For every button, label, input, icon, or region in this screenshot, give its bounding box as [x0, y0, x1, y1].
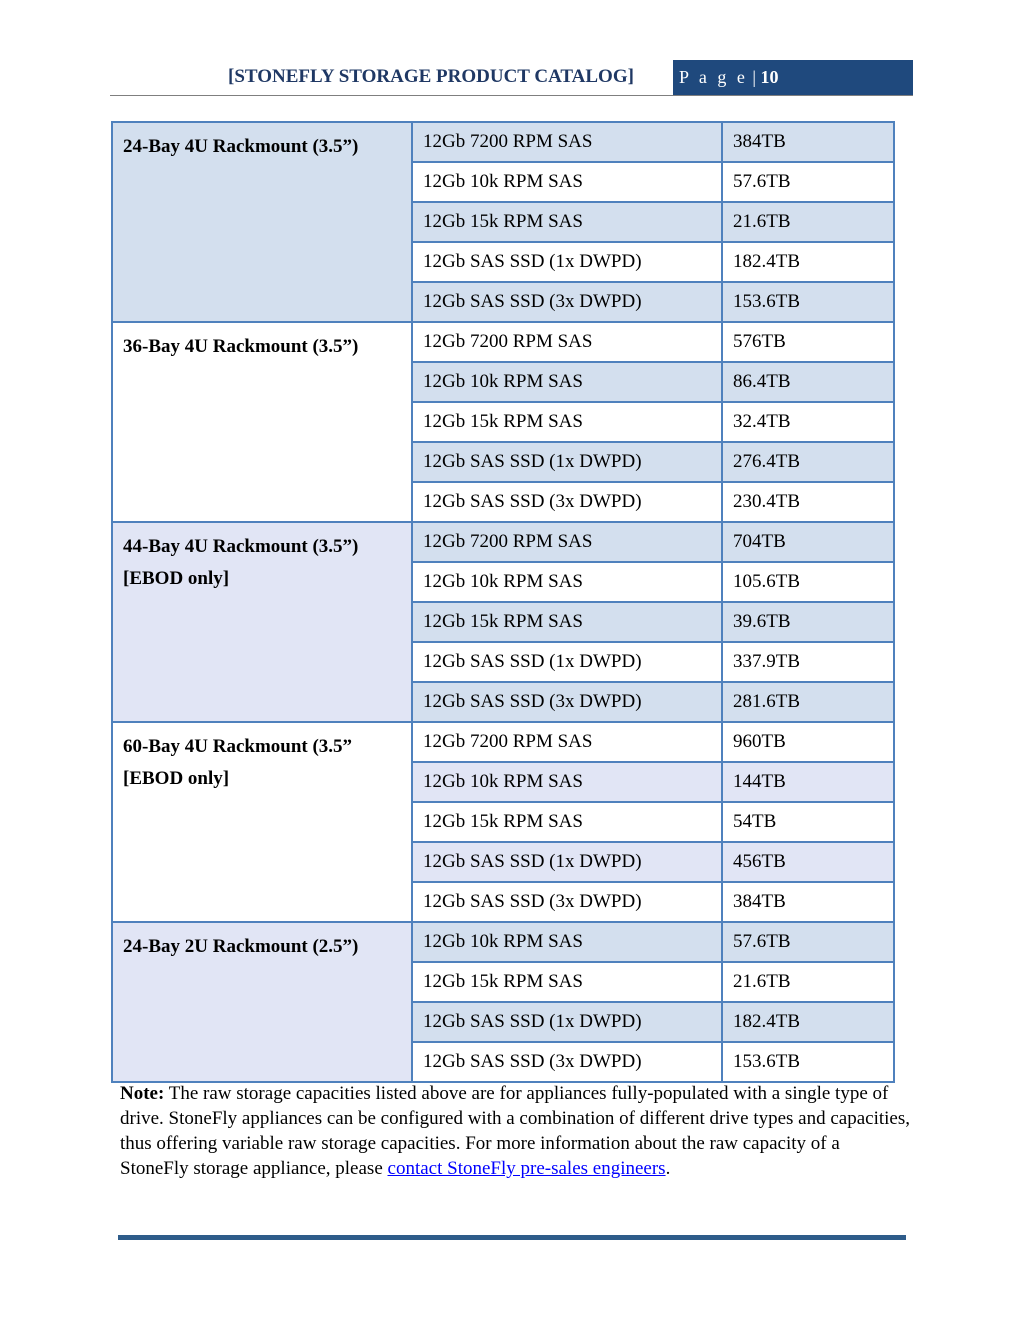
- drive-type-cell: 12Gb SAS SSD (1x DWPD): [412, 242, 722, 282]
- contact-presales-link[interactable]: contact StoneFly pre-sales engineers: [387, 1158, 666, 1179]
- drive-type-cell: 12Gb SAS SSD (3x DWPD): [412, 682, 722, 722]
- page-word: P a g e: [679, 67, 748, 87]
- drive-type-cell: 12Gb SAS SSD (3x DWPD): [412, 1042, 722, 1082]
- capacity-cell: 960TB: [722, 722, 894, 762]
- capacity-cell: 384TB: [722, 882, 894, 922]
- drive-type-cell: 12Gb 7200 RPM SAS: [412, 322, 722, 362]
- drive-type-cell: 12Gb SAS SSD (1x DWPD): [412, 442, 722, 482]
- drive-type-cell: 12Gb SAS SSD (3x DWPD): [412, 882, 722, 922]
- drive-type-cell: 12Gb SAS SSD (3x DWPD): [412, 282, 722, 322]
- page-number-box: [673, 60, 913, 95]
- model-cell: [112, 522, 412, 722]
- table-row: [112, 522, 894, 562]
- drive-type-cell: 12Gb 7200 RPM SAS: [412, 122, 722, 162]
- page-number: 10: [760, 67, 779, 87]
- model-name: 60-Bay 4U Rackmount (3.5”: [123, 736, 353, 757]
- drive-type-cell: 12Gb SAS SSD (1x DWPD): [412, 842, 722, 882]
- capacity-cell: 57.6TB: [722, 162, 894, 202]
- capacity-cell: 281.6TB: [722, 682, 894, 722]
- capacity-cell: 54TB: [722, 802, 894, 842]
- product-capacity-table: [111, 121, 895, 1083]
- drive-type-cell: 12Gb 7200 RPM SAS: [412, 722, 722, 762]
- capacity-cell: 337.9TB: [722, 642, 894, 682]
- capacity-cell: 576TB: [722, 322, 894, 362]
- drive-type-cell: 12Gb SAS SSD (3x DWPD): [412, 482, 722, 522]
- model-name: 44-Bay 4U Rackmount (3.5”): [123, 536, 359, 557]
- table-row: [112, 122, 894, 162]
- model-cell: [112, 922, 412, 1082]
- page-separator: |: [752, 67, 756, 87]
- capacity-cell: 39.6TB: [722, 602, 894, 642]
- model-cell: [112, 722, 412, 922]
- capacity-cell: 384TB: [722, 122, 894, 162]
- model-name: 24-Bay 2U Rackmount (2.5”): [123, 936, 359, 957]
- capacity-cell: 32.4TB: [722, 402, 894, 442]
- table-row: [112, 722, 894, 762]
- capacity-cell: 230.4TB: [722, 482, 894, 522]
- capacity-cell: 57.6TB: [722, 922, 894, 962]
- drive-type-cell: 12Gb 15k RPM SAS: [412, 602, 722, 642]
- drive-type-cell: 12Gb 15k RPM SAS: [412, 402, 722, 442]
- drive-type-cell: 12Gb 10k RPM SAS: [412, 762, 722, 802]
- note-paragraph: [120, 1081, 910, 1181]
- model-name: 36-Bay 4U Rackmount (3.5”): [123, 336, 359, 357]
- model-note: [EBOD only]: [123, 568, 230, 589]
- note-trailing: .: [665, 1158, 671, 1179]
- drive-type-cell: 12Gb 7200 RPM SAS: [412, 522, 722, 562]
- table-row: [112, 322, 894, 362]
- capacity-cell: 276.4TB: [722, 442, 894, 482]
- drive-type-cell: 12Gb 10k RPM SAS: [412, 562, 722, 602]
- model-cell: [112, 122, 412, 322]
- table-body: [112, 122, 894, 1082]
- model-cell: [112, 322, 412, 522]
- drive-type-cell: 12Gb 15k RPM SAS: [412, 202, 722, 242]
- capacity-cell: 21.6TB: [722, 962, 894, 1002]
- capacity-cell: 21.6TB: [722, 202, 894, 242]
- capacity-cell: 153.6TB: [722, 282, 894, 322]
- drive-type-cell: 12Gb 10k RPM SAS: [412, 162, 722, 202]
- catalog-title: [STONEFLY STORAGE PRODUCT CATALOG]: [228, 66, 634, 87]
- drive-type-cell: 12Gb 10k RPM SAS: [412, 362, 722, 402]
- capacity-cell: 704TB: [722, 522, 894, 562]
- capacity-cell: 144TB: [722, 762, 894, 802]
- capacity-cell: 182.4TB: [722, 242, 894, 282]
- drive-type-cell: 12Gb 15k RPM SAS: [412, 802, 722, 842]
- table-row: [112, 922, 894, 962]
- drive-type-cell: 12Gb 15k RPM SAS: [412, 962, 722, 1002]
- note-text: The raw storage capacities listed above are for appliances fully-populated with a single type of drive. StoneFly appliances can be configured with a combination of different drive types and capacities, thus offering variable raw storage capacities. For more information about the raw capacity of a StoneFly storage appliance, please: [120, 1083, 911, 1179]
- model-name: 24-Bay 4U Rackmount (3.5”): [123, 136, 359, 157]
- capacity-cell: 456TB: [722, 842, 894, 882]
- drive-type-cell: 12Gb SAS SSD (1x DWPD): [412, 642, 722, 682]
- note-label: Note:: [120, 1083, 165, 1104]
- capacity-cell: 86.4TB: [722, 362, 894, 402]
- drive-type-cell: 12Gb 10k RPM SAS: [412, 922, 722, 962]
- footer-divider: [118, 1235, 906, 1240]
- capacity-cell: 153.6TB: [722, 1042, 894, 1082]
- capacity-cell: 105.6TB: [722, 562, 894, 602]
- capacity-cell: 182.4TB: [722, 1002, 894, 1042]
- header-divider: [110, 95, 913, 96]
- drive-type-cell: 12Gb SAS SSD (1x DWPD): [412, 1002, 722, 1042]
- model-note: [EBOD only]: [123, 768, 230, 789]
